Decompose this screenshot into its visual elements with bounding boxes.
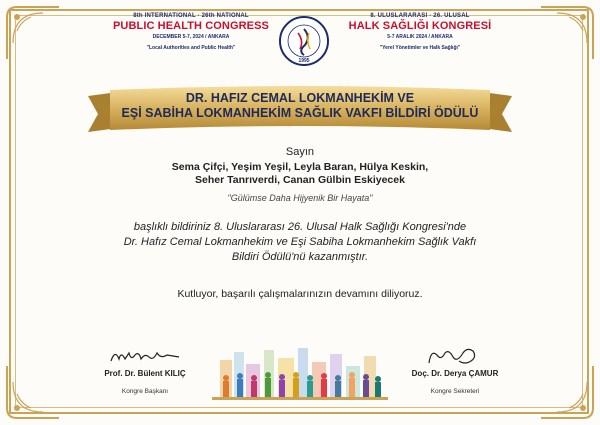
signatory-role: Kongre Başkanı bbox=[121, 388, 169, 395]
header-title: HALK SAĞLIĞI KONGRESİ bbox=[348, 20, 492, 32]
signatory-name: Doç. Dr. Derya ÇAMUR bbox=[411, 369, 499, 378]
congress-header-tr bbox=[330, 13, 510, 51]
closing-text: Kutluyor, başarılı çalışmalarınızın devamını diliyoruz. bbox=[177, 288, 423, 300]
signature-icon bbox=[415, 345, 495, 367]
congress-header-en bbox=[96, 13, 286, 51]
header-superscript: 8th INTERNATIONAL · 26th NATIONAL bbox=[133, 13, 249, 19]
statement-line3: Bildiri Ödülü'nü kazanmıştır. bbox=[231, 251, 369, 263]
header-date: 5-7 ARALIK 2024 / ANKARA bbox=[387, 34, 453, 40]
award-title-line2: EŞİ SABİHA LOKMANHEKİM SAĞLIK VAKFI BİLDİRİ ÖDÜLÜ bbox=[121, 106, 479, 120]
association-seal-icon bbox=[278, 15, 330, 67]
signatory-name: Prof. Dr. Bülent KILIÇ bbox=[104, 369, 186, 378]
signature-block-president bbox=[70, 345, 220, 395]
statement-line1: başlıklı bildiriniz 8. Uluslararası 26. Ulusal Halk Sağlığı Kongresi'nde bbox=[133, 221, 467, 233]
city-crowd-illustration bbox=[212, 348, 388, 400]
corner-ornament-icon bbox=[537, 3, 597, 63]
svg-text:1995: 1995 bbox=[298, 58, 310, 64]
signatory-role: Kongre Sekreteri bbox=[430, 388, 480, 395]
recipient-line1: Sema Çifçi, Yeşim Yeşil, Leyla Baran, Hülya Keskin, bbox=[171, 161, 429, 173]
award-statement bbox=[60, 220, 540, 265]
statement-line2: Dr. Hafız Cemal Lokmanhekim ve Eşi Sabiha Lokmanhekim Sağlık Vakfı bbox=[123, 236, 477, 248]
signature-block-secretary bbox=[380, 345, 530, 395]
header-subtitle: "Local Authorities and Public Health" bbox=[146, 45, 236, 51]
header-subtitle: "Yerel Yönetimler ve Halk Sağlığı" bbox=[379, 45, 461, 51]
header-title: PUBLIC HEALTH CONGRESS bbox=[112, 20, 269, 32]
corner-ornament-icon bbox=[3, 362, 63, 422]
signature-icon bbox=[105, 345, 185, 367]
header-superscript: 8. ULUSLARARASI · 26. ULUSAL bbox=[370, 13, 470, 19]
corner-ornament-icon bbox=[537, 362, 597, 422]
header-date: DECEMBER 5-7, 2024 / ANKARA bbox=[152, 34, 230, 40]
recipient-line2: Seher Tanrıverdi, Canan Gülbin Eskiyecek bbox=[195, 174, 405, 186]
recipient-names bbox=[100, 161, 500, 187]
greeting: Sayın bbox=[285, 146, 315, 158]
paper-title: "Gülümse Daha Hijyenik Bir Hayata" bbox=[227, 193, 373, 203]
award-title bbox=[88, 91, 512, 121]
award-title-line1: DR. HAFIZ CEMAL LOKMANHEKİM VE bbox=[185, 91, 415, 105]
corner-ornament-icon bbox=[3, 3, 63, 63]
